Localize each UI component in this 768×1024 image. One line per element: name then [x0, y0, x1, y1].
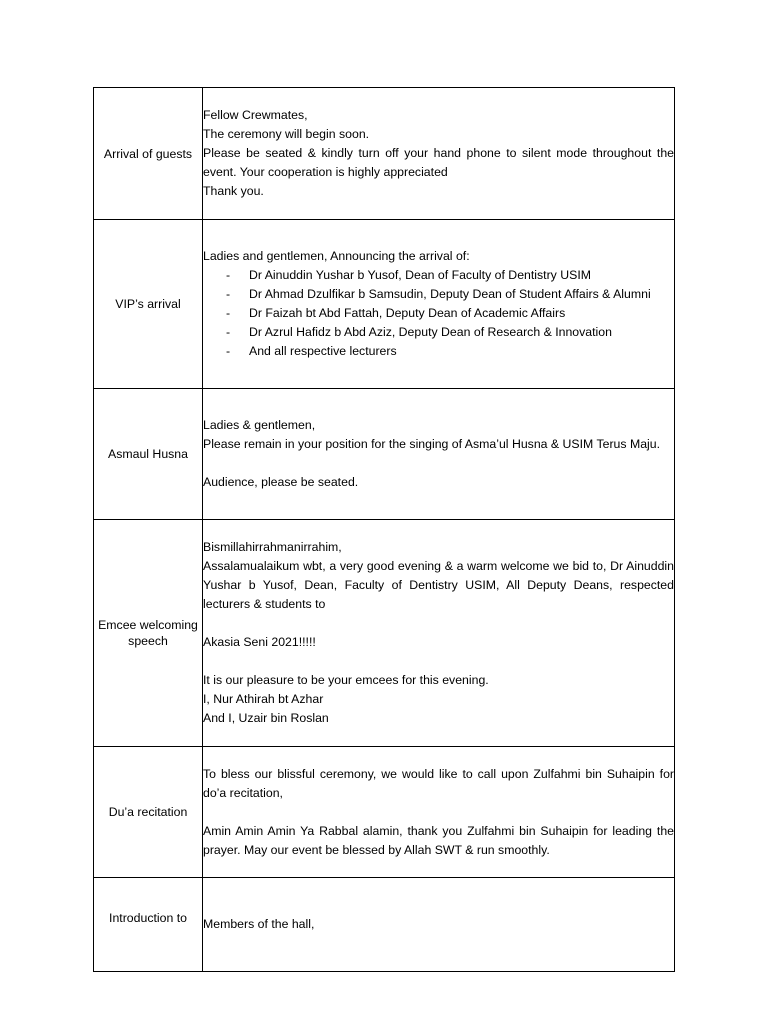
row-label: Du’a recitation	[94, 747, 203, 878]
row-label: Arrival of guests	[94, 88, 203, 220]
row-label: VIP’s arrival	[94, 220, 203, 389]
text-line: And I, Uzair bin Roslan	[203, 711, 329, 725]
list-item: - Dr Ainuddin Yushar b Yusof, Dean of Faculty of Dentistry USIM	[249, 266, 674, 285]
text-line: Assalamualaikum wbt, a very good evening & a warm welcome we bid to, Dr Ainuddin Yushar b Yusof, Dean, Faculty of Dentistry USIM, All Deputy Deans, respected lecturers & students to	[203, 559, 674, 611]
text-line: The ceremony will begin soon.	[203, 127, 370, 141]
list-item: - Dr Azrul Hafidz b Abd Aziz, Deputy Dean of Research & Innovation	[249, 323, 674, 342]
text-line: Please be seated & kindly turn off your hand phone to silent mode throughout the event. Your cooperation is highly appreciated	[203, 146, 674, 179]
text-line: Akasia Seni 2021!!!!!	[203, 635, 316, 649]
text-line: To bless our blissful ceremony, we would like to call upon Zulfahmi bin Suhaipin for do’a recitation,	[203, 766, 674, 800]
table-row	[94, 520, 675, 747]
row-content	[203, 88, 675, 220]
row-label: Emcee welcoming speech	[94, 520, 203, 747]
text-line: Members of the hall,	[203, 917, 315, 931]
text-line: Audience, please be seated.	[203, 475, 359, 489]
row-label: Asmaul Husna	[94, 389, 203, 520]
list-item: - Dr Ahmad Dzulfikar b Samsudin, Deputy Dean of Student Affairs & Alumni	[249, 285, 674, 304]
text-line: Ladies & gentlemen,	[203, 418, 316, 432]
vip-list	[203, 266, 674, 361]
text-line: Thank you.	[203, 184, 264, 198]
text-line: Ladies and gentlemen, Announcing the arrival of:	[203, 249, 470, 263]
row-label: Introduction to	[94, 878, 203, 972]
table-row	[94, 878, 675, 972]
row-content	[203, 747, 675, 878]
table-row	[94, 88, 675, 220]
table-row	[94, 220, 675, 389]
table-row	[94, 389, 675, 520]
text-line: Please remain in your position for the singing of Asma’ul Husna & USIM Terus Maju.	[203, 437, 661, 451]
row-content	[203, 520, 675, 747]
text-line: I, Nur Athirah bt Azhar	[203, 692, 324, 706]
list-item: - Dr Faizah bt Abd Fattah, Deputy Dean of Academic Affairs	[249, 304, 674, 323]
row-content	[203, 389, 675, 520]
text-line: Fellow Crewmates,	[203, 108, 308, 122]
row-content	[203, 878, 675, 972]
table-row	[94, 747, 675, 878]
list-item: - And all respective lecturers	[249, 342, 674, 361]
text-line: Amin Amin Amin Ya Rabbal alamin, thank you Zulfahmi bin Suhaipin for leading the prayer. May our event be blessed by Allah SWT & run smoothly.	[203, 823, 674, 857]
program-script-table	[93, 87, 675, 972]
text-line: It is our pleasure to be your emcees for this evening.	[203, 673, 489, 687]
text-line: Bismillahirrahmanirrahim,	[203, 540, 342, 554]
row-content	[203, 220, 675, 389]
